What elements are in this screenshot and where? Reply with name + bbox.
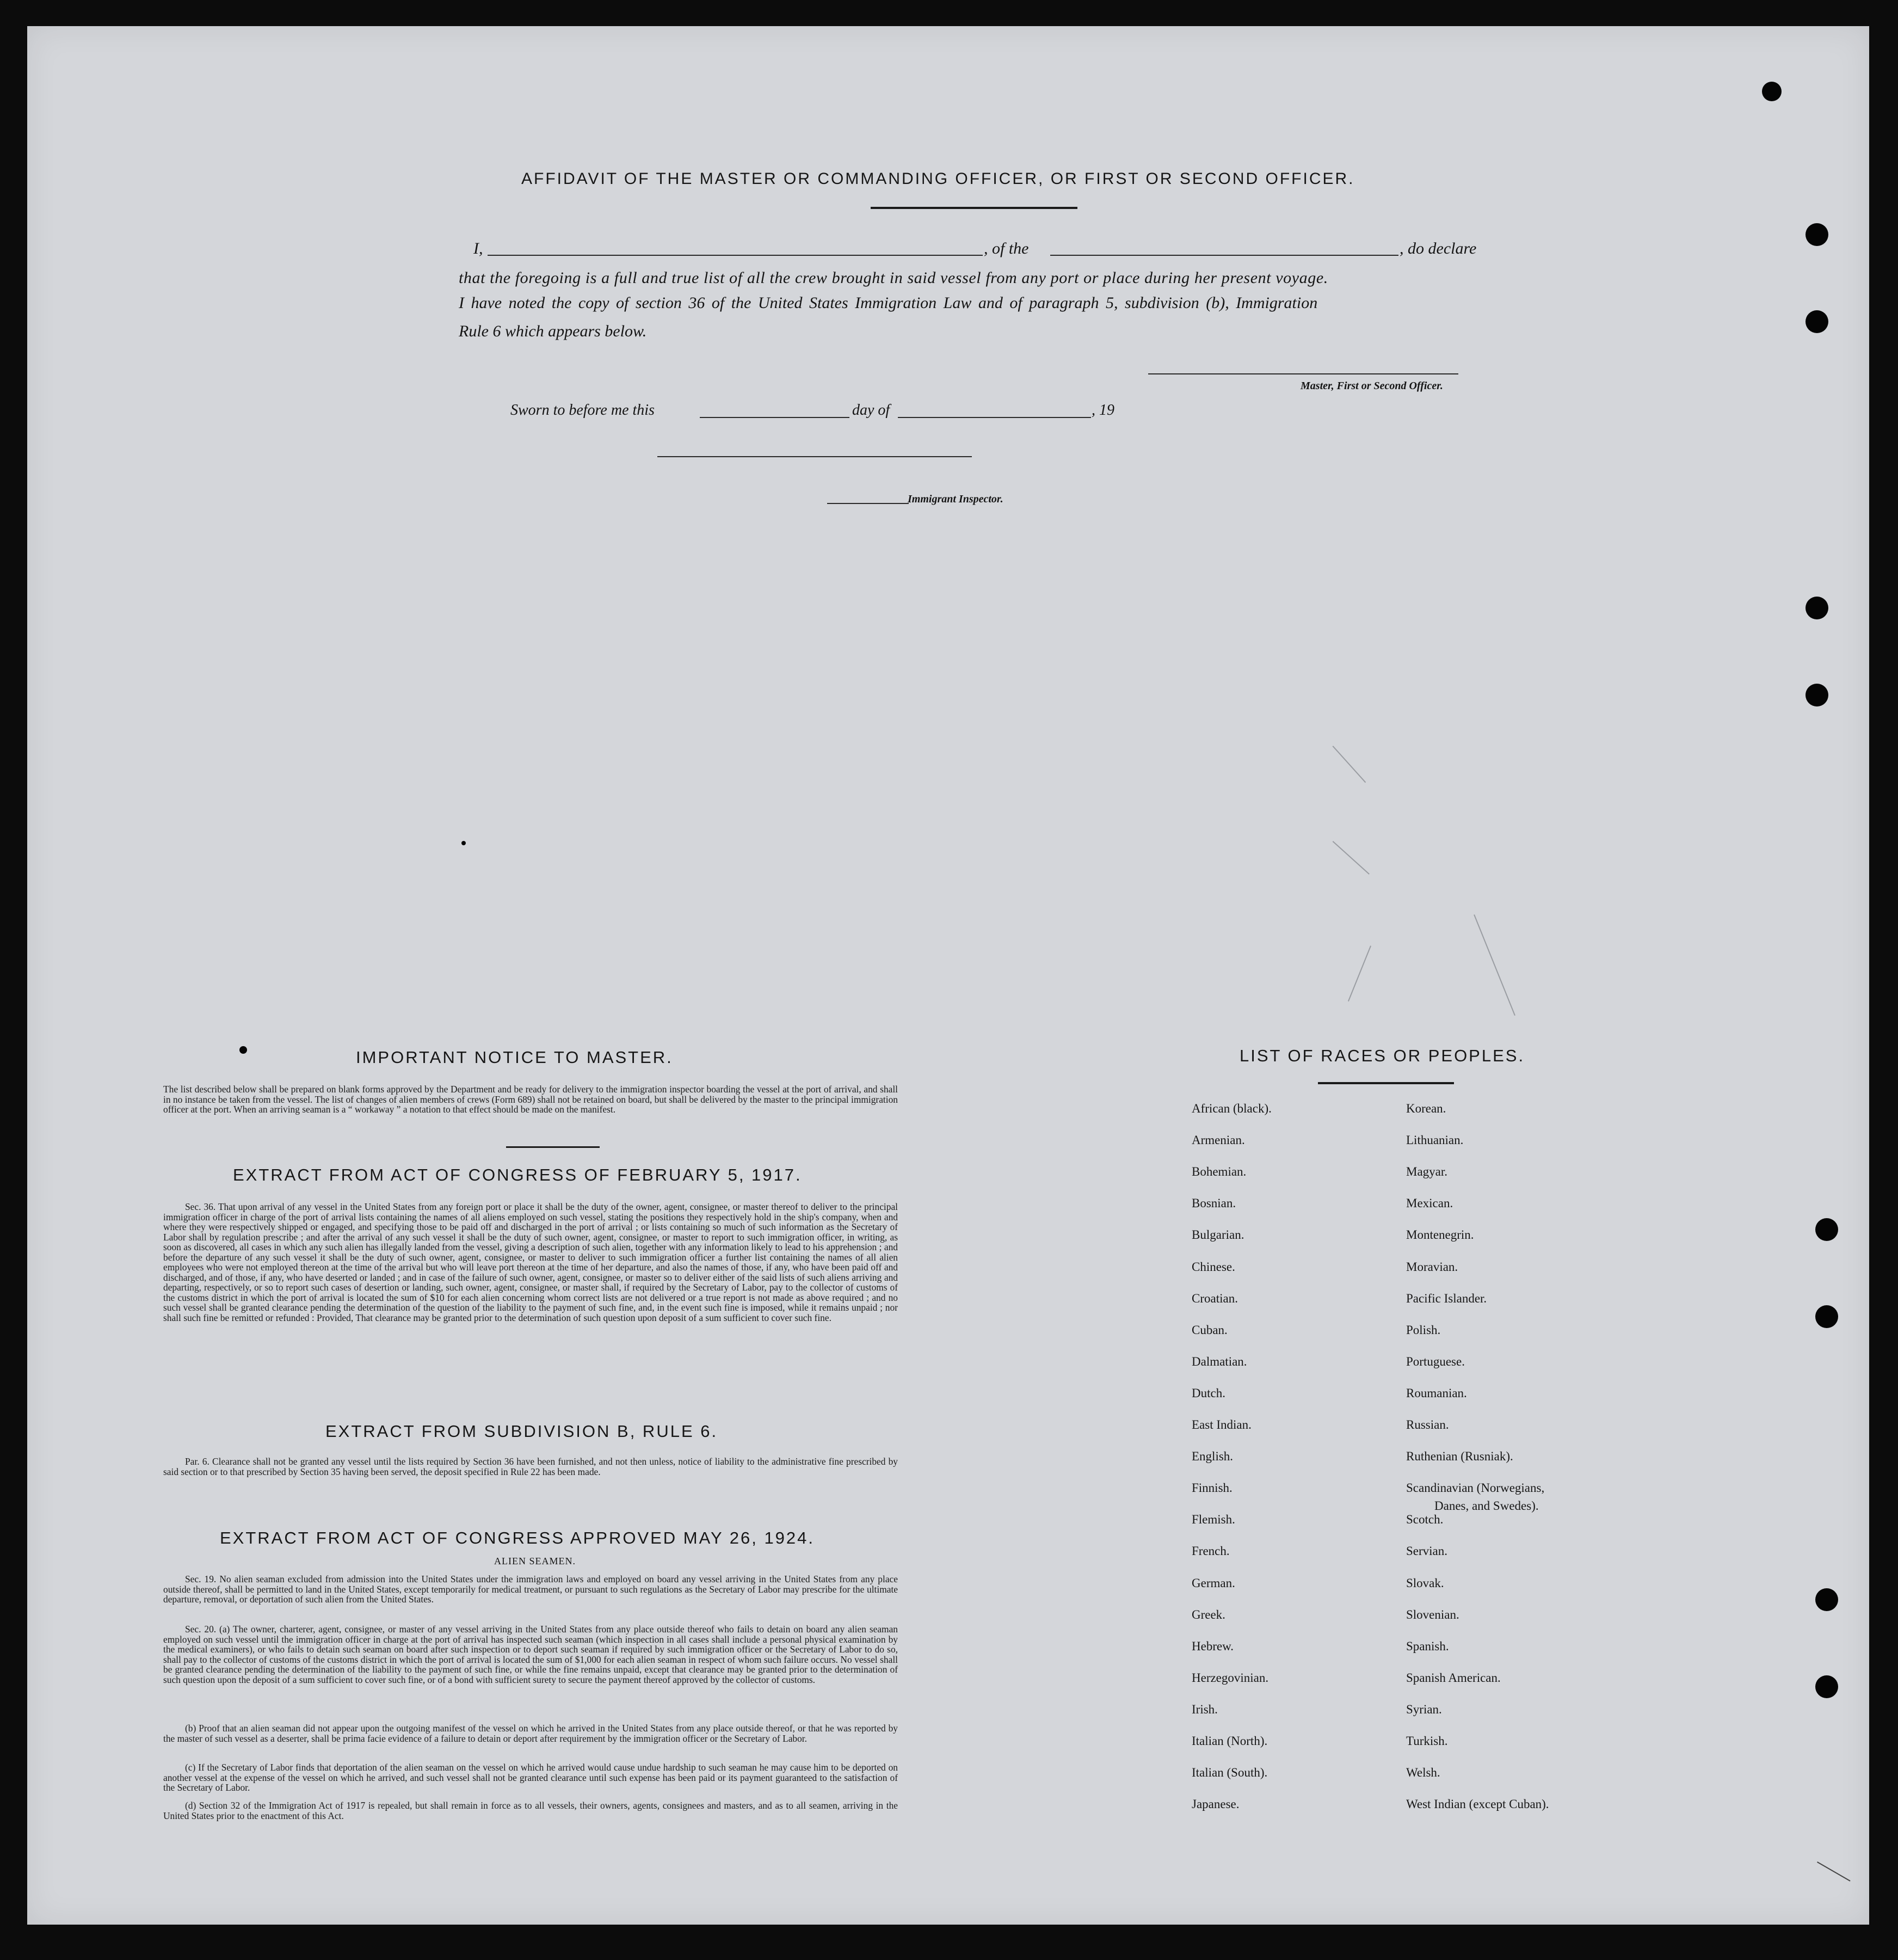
notice-text: The list described below shall be prepared on blank forms approved by the Department and be ready for delivery to the immigration inspector boarding the vessel at the port of arrival, and shall in no instance be taken from the vessel. The list of changes of alien members of crews (Form 689) shall not be retained on board, but shall be delivered by the master to the principal immigration officer at the port. When an arriving seaman is a “ workaway ” a notation to that effect should be made on the manifest. xyxy=(163,1084,898,1115)
race-left-item: Flemish. xyxy=(1192,1513,1235,1526)
inspector-signature-line xyxy=(657,456,972,457)
race-left-item: East Indian. xyxy=(1192,1418,1252,1431)
race-right-item: Mexican. xyxy=(1406,1196,1453,1210)
affidavit-line-4: Rule 6 which appears below. xyxy=(459,322,647,340)
race-left-item: English. xyxy=(1192,1449,1234,1463)
races-title-rule xyxy=(1318,1082,1454,1084)
race-left-item: Hebrew. xyxy=(1192,1639,1234,1653)
race-right-item: Spanish. xyxy=(1406,1639,1449,1653)
affidavit-line-3: I have noted the copy of section 36 of the United States Immigration Law and of paragraph 5, subdivision (b), Immigration xyxy=(459,294,1318,312)
binder-hole xyxy=(1762,82,1782,101)
race-left-item: Irish. xyxy=(1192,1703,1218,1716)
notice-rule xyxy=(506,1146,600,1148)
race-left-item: Dalmatian. xyxy=(1192,1355,1247,1368)
race-right-item: Welsh. xyxy=(1406,1766,1440,1779)
extract-rule6-text: Par. 6. Clearance shall not be granted any vessel until the lists required by Section 36 have been furnished, and not then unless, notice of liability to the administrative fine prescribed by said section or to that prescribed by Section 35 having been served, the deposit specified in Rule 22 has been made. xyxy=(163,1456,898,1477)
races-title: LIST OF RACES OR PEOPLES. xyxy=(1240,1046,1525,1065)
race-left-item: Armenian. xyxy=(1192,1133,1245,1147)
binder-hole xyxy=(1805,310,1828,333)
race-right-item: Russian. xyxy=(1406,1418,1449,1431)
binder-hole xyxy=(1815,1588,1838,1611)
affidavit-do-declare: , do declare xyxy=(1400,239,1477,257)
extract-1924-para-sec19: Sec. 19. No alien seaman excluded from admission into the United States under the immigration laws and employed on board any vessel arriving in the United States from any place outside thereof, shall be permitted to land in the United States, except temporarily for medical treatment, or pursuant to such regulations as the Secretary of Labor may prescribe for the ultimate departure, removal, or deportation of such alien from the United States. xyxy=(163,1574,898,1605)
race-scandinavian-continued: Danes, and Swedes). xyxy=(1434,1499,1539,1513)
binder-hole xyxy=(1805,684,1828,706)
extract-1917-title: EXTRACT FROM ACT OF CONGRESS OF FEBRUARY 5, 1917. xyxy=(233,1165,802,1184)
race-right-item: West Indian (except Cuban). xyxy=(1406,1797,1549,1811)
race-right-item: Portuguese. xyxy=(1406,1355,1465,1368)
race-right-item: Scandinavian (Norwegians, xyxy=(1406,1481,1545,1495)
binder-hole xyxy=(239,1046,247,1054)
master-name-blank xyxy=(488,255,983,256)
extract-1924-para-d: (d) Section 32 of the Immigration Act of 1917 is repealed, but shall remain in force as to all vessels, their owners, agents, consignees and masters, and as to all seamen, arriving in the United States prior to the enactment of this Act. xyxy=(163,1800,898,1821)
race-left-item: French. xyxy=(1192,1544,1230,1558)
day-of-label: day of xyxy=(852,402,890,419)
affidavit-title: AFFIDAVIT OF THE MASTER OR COMMANDING OFFICER, OR FIRST OR SECOND OFFICER. xyxy=(521,170,1355,188)
inspector-caption: Immigrant Inspector. xyxy=(908,493,1003,505)
extract-1924-subtitle: ALIEN SEAMEN. xyxy=(494,1556,576,1566)
affidavit-title-rule xyxy=(871,207,1077,209)
race-right-item: Syrian. xyxy=(1406,1703,1442,1716)
race-right-item: Roumanian. xyxy=(1406,1386,1467,1400)
race-right-item: Korean. xyxy=(1406,1102,1446,1115)
ink-speck xyxy=(461,841,466,845)
inspector-caption-line xyxy=(827,503,909,504)
race-left-item: Greek. xyxy=(1192,1608,1225,1621)
notice-title: IMPORTANT NOTICE TO MASTER. xyxy=(356,1048,673,1067)
race-right-item: Slovak. xyxy=(1406,1576,1444,1590)
race-left-item: Cuban. xyxy=(1192,1323,1228,1337)
race-left-item: German. xyxy=(1192,1576,1235,1590)
race-right-item: Polish. xyxy=(1406,1323,1441,1337)
binder-hole xyxy=(1815,1218,1838,1241)
race-left-item: Bohemian. xyxy=(1192,1165,1247,1178)
affidavit-i-label: I, xyxy=(473,239,483,257)
race-right-item: Montenegrin. xyxy=(1406,1228,1474,1242)
race-right-item: Spanish American. xyxy=(1406,1671,1501,1685)
race-left-item: African (black). xyxy=(1192,1102,1272,1115)
race-left-item: Italian (North). xyxy=(1192,1734,1268,1748)
race-left-item: Finnish. xyxy=(1192,1481,1233,1495)
race-right-item: Ruthenian (Rusniak). xyxy=(1406,1449,1513,1463)
binder-hole xyxy=(1815,1675,1838,1698)
race-left-item: Bulgarian. xyxy=(1192,1228,1244,1242)
master-signature-line xyxy=(1148,373,1458,374)
race-left-item: Dutch. xyxy=(1192,1386,1225,1400)
race-right-item: Magyar. xyxy=(1406,1165,1448,1178)
race-right-item: Slovenian. xyxy=(1406,1608,1459,1621)
binder-hole xyxy=(1805,597,1828,619)
race-left-item: Croatian. xyxy=(1192,1292,1238,1305)
sworn-label: Sworn to before me this xyxy=(510,402,655,419)
race-left-item: Herzegovinian. xyxy=(1192,1671,1269,1685)
extract-1924-para-c: (c) If the Secretary of Labor finds that deportation of the alien seaman on the vessel on which he arrived would cause undue hardship to such seaman he may cause him to be deported on another vessel at the expense of the vessel on which he arrived, and such vessel shall not be granted clearance until such expense has been paid or its payment guaranteed to the satisfaction of the Secretary of Labor. xyxy=(163,1762,898,1793)
race-left-item: Chinese. xyxy=(1192,1260,1235,1274)
race-right-item: Turkish. xyxy=(1406,1734,1448,1748)
master-signature-caption: Master, First or Second Officer. xyxy=(1301,380,1443,392)
affidavit-line-2: that the foregoing is a full and true list of all the crew brought in said vessel from any port or place during her present voyage. xyxy=(459,269,1328,287)
year-label: , 19 xyxy=(1092,402,1114,419)
race-right-item: Lithuanian. xyxy=(1406,1133,1464,1147)
binder-hole xyxy=(1815,1305,1838,1328)
race-right-item: Pacific Islander. xyxy=(1406,1292,1487,1305)
sworn-month-blank xyxy=(898,417,1091,418)
extract-rule6-title: EXTRACT FROM SUBDIVISION B, RULE 6. xyxy=(325,1422,718,1441)
extract-1924-title: EXTRACT FROM ACT OF CONGRESS APPROVED MAY 26, 1924. xyxy=(220,1528,815,1547)
race-left-item: Bosnian. xyxy=(1192,1196,1236,1210)
race-left-item: Italian (South). xyxy=(1192,1766,1268,1779)
vessel-name-blank xyxy=(1050,255,1398,256)
race-right-item: Scotch. xyxy=(1406,1513,1444,1526)
extract-1924-para-b: (b) Proof that an alien seaman did not appear upon the outgoing manifest of the vessel on which he arrived in the United States from any place outside thereof, or that he was reported by the master of such vessel as a deserter, shall be prima facie evidence of a failure to detain or deport after requirement by the immigration officer or the Secretary of Labor. xyxy=(163,1723,898,1744)
affidavit-of-the-label: , of the xyxy=(984,239,1029,257)
extract-1917-text: Sec. 36. That upon arrival of any vessel in the United States from any foreign port or place it shall be the duty of the owner, agent, consignee, or master thereof to deliver to the principal immigration officer in charge of the port of arrival lists containing the names of all aliens employed on such vessel, stating the positions they respectively hold in the ship's company, when and where they were respectively shipped or engaged, and specifying those to be paid off and discharged in the port of arrival ; or lists containing so much of such information as the Secretary of Labor shall by regulation prescribe ; and after the arrival of any such vessel it shall be the duty of such owner, agent, consignee, or master to report to such immigration officer, in writing, as soon as discovered, all cases in which any such alien has illegally landed from the vessel, giving a description of such alien, together with any information likely to lead to his apprehension ; and before the departure of any such vessel it shall be the duty of such owner, agent, consignee, or master to deliver to such immigration officer a further list containing the names of all alien employees who were not employed thereon at the time of the arrival but who will leave port thereon at the time of her departure, and also the names of those, if any, who have been paid off and discharged, and of those, if any, who have deserted or landed ; and in case of the failure of such owner, agent, consignee, or master so to deliver either of the said lists of such aliens arriving and departing, respectively, or so to report such cases of desertion or landing, such owner, agent, consignee, or master shall, if required by the Secretary of Labor, pay to the collector of customs of the customs district in which the port of arrival is located the sum of $10 for each alien concerning whom correct lists are not delivered or a true report is not made as above required ; and no such vessel shall be granted clearance pending the determination of the question of the liability to the payment of such fine, and, in the event such fine is imposed, while it remains unpaid ; nor shall such fine be remitted or refunded : Provided, That clearance may be granted prior to the determination of such question upon deposit of a sum sufficient to cover such fine. xyxy=(163,1201,898,1323)
sworn-day-blank xyxy=(700,417,849,418)
race-right-item: Servian. xyxy=(1406,1544,1448,1558)
race-left-item: Japanese. xyxy=(1192,1797,1240,1811)
binder-hole xyxy=(1805,223,1828,246)
extract-1924-para-sec20a: Sec. 20. (a) The owner, charterer, agent, consignee, or master of any vessel arriving in the United States from any place outside thereof who fails to detain on board any alien seaman employed on such vessel until the immigration officer in charge at the port of arrival has inspected such seaman (which inspection in all cases shall include a personal physical examination by the medical examiners), or who fails to detain such seaman on board after such inspection or to deport such seaman if required by such immigration officer or the Secretary of Labor to do so, shall pay to the collector of customs of the customs district in which the port of arrival is located the sum of $1,000 for each alien seaman in respect of whom such failure occurs. No vessel shall be granted clearance pending the determination of the liability to the payment of such fine, or while the fine remains unpaid, except that clearance may be granted prior to the determination of such question upon the deposit of a sum sufficient to cover such fine, or of a bond with sufficient surety to secure the payment thereof approved by the collector of customs. xyxy=(163,1624,898,1685)
race-right-item: Moravian. xyxy=(1406,1260,1458,1274)
